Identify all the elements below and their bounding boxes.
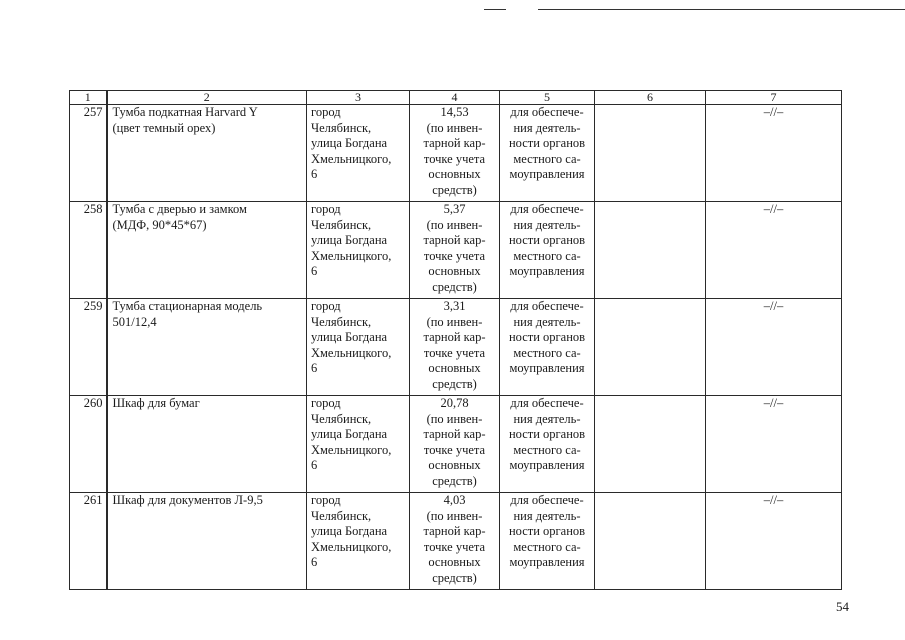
item-name-line: (МДФ, 90*45*67) (112, 217, 207, 232)
cost-line: 5,37 (443, 202, 466, 216)
purpose-line: для обеспече- (510, 202, 584, 216)
cost-line: точке учета (423, 539, 486, 554)
cost-cell (410, 396, 500, 493)
purpose-line: для обеспече- (510, 493, 584, 507)
address-cell (307, 202, 410, 299)
address-line: Хмельницкого, (311, 151, 392, 166)
cost-line: тарной кар- (423, 427, 486, 441)
address-line: улица Богдана (311, 330, 388, 344)
purpose-line: для обеспече- (510, 396, 584, 410)
cost-line: точке учета (423, 442, 486, 457)
address-line: улица Богдана (311, 136, 388, 150)
cost-cell (410, 105, 500, 202)
purpose-line: моуправления (509, 458, 585, 472)
table-row (70, 299, 842, 396)
address-line: 6 (311, 264, 318, 278)
ditto-mark-cell: –//– (706, 202, 842, 299)
ditto-mark-cell: –//– (706, 105, 842, 202)
cost-line: (по инвен- (426, 411, 483, 426)
purpose-cell (500, 202, 595, 299)
purpose-line: ния деятель- (513, 120, 581, 135)
cost-line: 20,78 (440, 396, 469, 410)
cost-line: 14,53 (440, 105, 469, 119)
purpose-line: местного са- (513, 248, 581, 263)
address-line: город (311, 105, 341, 119)
item-name-cell (107, 396, 307, 493)
column-6-cell (595, 396, 706, 493)
address-line: Челябинск, (311, 120, 372, 135)
property-table (69, 90, 842, 590)
purpose-line: ности органов (508, 524, 586, 538)
table-row (70, 396, 842, 493)
purpose-line: ности органов (508, 136, 586, 150)
address-line: Хмельницкого, (311, 248, 392, 263)
address-line: 6 (311, 361, 318, 375)
cost-line: основных (428, 167, 481, 181)
address-line: Челябинск, (311, 411, 372, 426)
cost-line: (по инвен- (426, 314, 483, 329)
purpose-line: моуправления (509, 167, 585, 181)
address-line: 6 (311, 458, 318, 472)
cost-line: средств) (432, 570, 477, 585)
ditto-mark-cell: –//– (706, 396, 842, 493)
item-name-line: Шкаф для документов Л-9,5 (112, 493, 263, 507)
item-number: 257 (70, 105, 107, 202)
table-row (70, 105, 842, 202)
ditto-mark-cell: –//– (706, 493, 842, 590)
column-number-row (70, 91, 842, 105)
purpose-line: ности органов (508, 233, 586, 247)
cost-line: основных (428, 458, 481, 472)
purpose-line: местного са- (513, 442, 581, 457)
purpose-cell (500, 493, 595, 590)
table-row (70, 202, 842, 299)
purpose-line: ния деятель- (513, 508, 581, 523)
address-cell (307, 396, 410, 493)
purpose-line: ния деятель- (513, 411, 581, 426)
scan-mark-line (484, 9, 506, 10)
purpose-line: ности органов (508, 427, 586, 441)
column-6-cell (595, 202, 706, 299)
cost-line: тарной кар- (423, 136, 486, 150)
column-6-cell (595, 493, 706, 590)
cost-line: тарной кар- (423, 524, 486, 538)
item-name-line: (цвет темный орех) (112, 120, 216, 135)
cost-cell (410, 299, 500, 396)
address-line: Хмельницкого, (311, 539, 392, 554)
address-line: город (311, 493, 341, 507)
column-header-4: 4 (410, 91, 500, 105)
header-rule-line (538, 9, 905, 10)
address-line: город (311, 299, 341, 313)
cost-line: (по инвен- (426, 508, 483, 523)
cost-line: средств) (432, 182, 477, 197)
page-number: 54 (836, 599, 849, 614)
cost-line: 3,31 (443, 299, 466, 313)
cost-line: основных (428, 264, 481, 278)
item-name-cell (107, 202, 307, 299)
purpose-cell (500, 396, 595, 493)
column-6-cell (595, 299, 706, 396)
purpose-line: для обеспече- (510, 105, 584, 119)
item-name-cell (107, 299, 307, 396)
address-line: улица Богдана (311, 233, 388, 247)
column-header-2: 2 (107, 91, 307, 105)
cost-cell (410, 493, 500, 590)
column-header-3: 3 (307, 91, 410, 105)
address-line: Челябинск, (311, 314, 372, 329)
purpose-line: местного са- (513, 345, 581, 360)
column-header-6: 6 (595, 91, 706, 105)
purpose-line: моуправления (509, 555, 585, 569)
cost-line: основных (428, 361, 481, 375)
cost-line: 4,03 (443, 493, 466, 507)
cost-cell (410, 202, 500, 299)
item-name-cell (107, 493, 307, 590)
item-number: 258 (70, 202, 107, 299)
cost-line: средств) (432, 376, 477, 391)
address-line: город (311, 396, 341, 410)
item-name-line: Шкаф для бумаг (112, 396, 200, 410)
purpose-line: ния деятель- (513, 217, 581, 232)
column-6-cell (595, 105, 706, 202)
address-line: город (311, 202, 341, 216)
address-line: Челябинск, (311, 217, 372, 232)
cost-line: средств) (432, 473, 477, 488)
cost-line: точке учета (423, 345, 486, 360)
item-name-line: Тумба с дверью и замком (112, 202, 247, 216)
item-name-line: 501/12,4 (112, 314, 157, 329)
purpose-line: местного са- (513, 151, 581, 166)
purpose-line: для обеспече- (510, 299, 584, 313)
purpose-line: ности органов (508, 330, 586, 344)
cost-line: (по инвен- (426, 120, 483, 135)
address-cell (307, 493, 410, 590)
item-number: 259 (70, 299, 107, 396)
item-number: 261 (70, 493, 107, 590)
ditto-mark-cell: –//– (706, 299, 842, 396)
column-header-5: 5 (500, 91, 595, 105)
address-line: Хмельницкого, (311, 442, 392, 457)
cost-line: точке учета (423, 248, 486, 263)
address-line: улица Богдана (311, 524, 388, 538)
purpose-cell (500, 105, 595, 202)
address-line: 6 (311, 555, 318, 569)
cost-line: основных (428, 555, 481, 569)
item-name-cell (107, 105, 307, 202)
address-line: Хмельницкого, (311, 345, 392, 360)
cost-line: тарной кар- (423, 330, 486, 344)
column-header-7: 7 (706, 91, 842, 105)
item-name-line: Тумба подкатная Harvard Y (112, 105, 258, 119)
cost-line: средств) (432, 279, 477, 294)
purpose-line: моуправления (509, 264, 585, 278)
cost-line: точке учета (423, 151, 486, 166)
address-cell (307, 299, 410, 396)
purpose-line: ния деятель- (513, 314, 581, 329)
address-cell (307, 105, 410, 202)
purpose-cell (500, 299, 595, 396)
item-name-line: Тумба стационарная модель (112, 299, 263, 313)
purpose-line: местного са- (513, 539, 581, 554)
cost-line: тарной кар- (423, 233, 486, 247)
item-number: 260 (70, 396, 107, 493)
address-line: 6 (311, 167, 318, 181)
address-line: Челябинск, (311, 508, 372, 523)
table-body (70, 105, 842, 590)
table-row (70, 493, 842, 590)
cost-line: (по инвен- (426, 217, 483, 232)
purpose-line: моуправления (509, 361, 585, 375)
column-header-1: 1 (70, 91, 107, 105)
address-line: улица Богдана (311, 427, 388, 441)
